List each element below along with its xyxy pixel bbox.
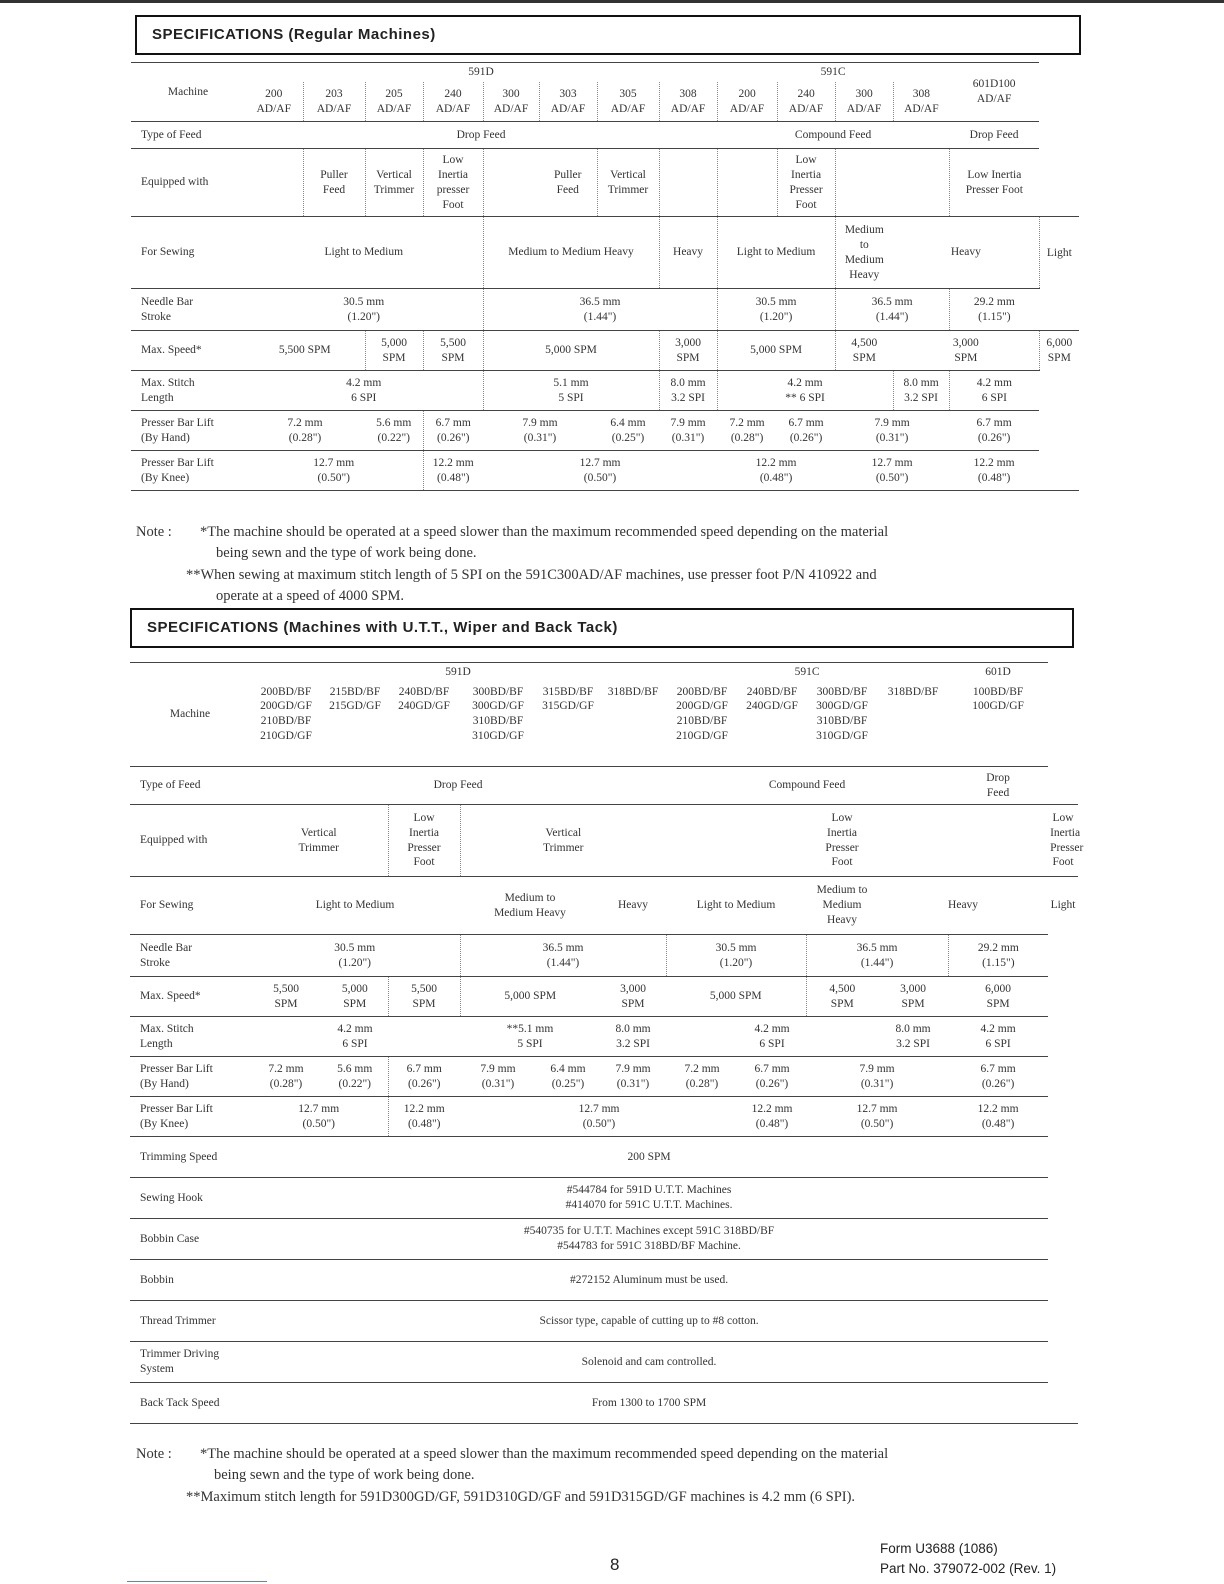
equip-cell: Vertical Trimmer	[597, 149, 659, 217]
hand-cell: 7.9 mm (0.31")	[600, 1057, 666, 1097]
stitch-cell: 4.2 mm 6 SPI	[250, 1017, 460, 1057]
knee-cell: 12.2 mm (0.48")	[949, 451, 1039, 491]
model-cell: 308 AD/AF	[893, 82, 949, 122]
speed-cell: 5,500 SPM	[250, 977, 322, 1017]
equip-cell: Low Inertia Presser Foot	[777, 149, 835, 217]
stitch-cell: 4.2 mm ** 6 SPI	[717, 371, 893, 411]
row-label: For Sewing	[131, 217, 245, 289]
model-cell: 240BD/BF 240GD/GF	[746, 685, 798, 713]
model-cell: 303 AD/AF	[539, 82, 597, 122]
stroke-cell: 29.2 mm (1.15")	[948, 935, 1048, 977]
sew-cell: Medium to Medium Heavy	[460, 877, 600, 935]
row-label: Type of Feed	[131, 122, 245, 149]
speed-cell: 6,000 SPM	[948, 977, 1048, 1017]
group-591d: 591D	[250, 663, 666, 683]
row-label: Max. Speed*	[130, 977, 250, 1017]
machine-label: Machine	[130, 663, 250, 767]
section2-header	[130, 608, 1074, 648]
feed-drop: Drop Feed	[250, 767, 666, 805]
model-cell: 200BD/BF 200GD/GF 210BD/BF 210GD/GF	[260, 685, 312, 743]
note-line: *The machine should be operated at a speed slower than the maximum recommended speed depending on the material	[200, 1446, 889, 1462]
equip-cell: Puller Feed	[303, 149, 365, 217]
model-cell: 300 AD/AF	[483, 82, 539, 122]
knee-cell: 12.2 mm (0.48")	[423, 451, 483, 491]
speed-cell: 5,000 SPM	[365, 331, 423, 371]
model-cell: 240 AD/AF	[777, 82, 835, 122]
knee-cell: 12.2 mm (0.48")	[738, 1097, 806, 1137]
section1-header	[135, 15, 1081, 55]
hand-cell: 7.9 mm (0.31")	[460, 1057, 536, 1097]
note-line: *The machine should be operated at a speed slower than the maximum recommended speed depending on the material	[200, 524, 889, 540]
stroke-cell: 30.5 mm (1.20")	[666, 935, 806, 977]
row-label: Type of Feed	[130, 767, 250, 805]
sew-cell: Heavy	[600, 877, 666, 935]
sew-cell: Medium to Medium Heavy	[806, 877, 878, 935]
trimming-value: 200 SPM	[250, 1137, 1048, 1178]
group-591c: 591C	[717, 63, 949, 82]
model-cell: 205 AD/AF	[365, 82, 423, 122]
model-cell: 300BD/BF 300GD/GF 310BD/BF 310GD/GF	[472, 685, 524, 743]
stroke-cell: 36.5 mm (1.44")	[835, 289, 949, 331]
group-601d100: 601D100 AD/AF	[949, 63, 1039, 122]
stitch-cell: 8.0 mm 3.2 SPI	[659, 371, 717, 411]
note-line: being sewn and the type of work being done.	[214, 1467, 475, 1483]
feed-compound: Compound Feed	[666, 767, 948, 805]
model-cell: 240 AD/AF	[423, 82, 483, 122]
sew-cell: Heavy	[659, 217, 717, 289]
knee-cell: 12.7 mm (0.50")	[460, 1097, 738, 1137]
knee-cell: 12.7 mm (0.50")	[835, 451, 949, 491]
stroke-cell: 30.5 mm (1.20")	[245, 289, 483, 331]
equip-cell: Vertical Trimmer	[460, 805, 666, 877]
stroke-cell: 30.5 mm (1.20")	[250, 935, 460, 977]
hand-cell: 6.7 mm (0.26")	[738, 1057, 806, 1097]
sew-cell: Light to Medium	[666, 877, 806, 935]
drive-value: Solenoid and cam controlled.	[250, 1342, 1048, 1383]
model-cell: 200 AD/AF	[256, 87, 291, 115]
model-cell: 300BD/BF 300GD/GF 310BD/BF 310GD/GF	[816, 685, 868, 743]
stitch-cell: **5.1 mm 5 SPI	[460, 1017, 600, 1057]
row-label: Max. Speed*	[131, 331, 245, 371]
machine-label: Machine	[131, 63, 245, 122]
speed-cell: 5,500 SPM	[245, 331, 365, 371]
note-line: **Maximum stitch length for 591D300GD/GF, 591D310GD/GF and 591D315GD/GF machines is 4.2 mm (6 SPI).	[186, 1489, 856, 1505]
knee-cell: 12.7 mm (0.50")	[483, 451, 717, 491]
hand-cell: 5.6 mm (0.22")	[365, 411, 423, 451]
row-label: Equipped with	[131, 149, 245, 217]
hand-cell: 5.6 mm (0.22")	[322, 1057, 388, 1097]
model-cell: 240BD/BF 240GD/GF	[398, 685, 450, 713]
spec-table-regular	[131, 62, 1079, 491]
row-label: Presser Bar Lift (By Hand)	[130, 1057, 250, 1097]
stitch-cell: 4.2 mm 6 SPI	[245, 371, 483, 411]
stroke-cell: 36.5 mm (1.44")	[483, 289, 717, 331]
form-number: Form U3688 (1086)	[880, 1541, 998, 1556]
hand-cell: 7.2 mm (0.28")	[717, 411, 777, 451]
section2-title: SPECIFICATIONS (Machines with U.T.T., Wiper and Back Tack)	[147, 619, 618, 636]
row-label: Bobbin	[130, 1260, 250, 1301]
equip-cell: Puller Feed	[539, 149, 597, 217]
equip-cell: Low Inertia presser Foot	[423, 149, 483, 217]
hook-value: #544784 for 591D U.T.T. Machines #414070 for 591C U.T.T. Machines.	[250, 1178, 1048, 1219]
stroke-cell: 30.5 mm (1.20")	[717, 289, 835, 331]
hand-cell: 7.9 mm (0.31")	[835, 411, 949, 451]
hand-cell: 6.4 mm (0.25")	[597, 411, 659, 451]
stitch-cell: 5.1 mm 5 SPI	[483, 371, 659, 411]
bobbin-case-value: #540735 for U.T.T. Machines except 591C 318BD/BF #544783 for 591C 318BD/BF Machine.	[250, 1219, 1048, 1260]
row-label: Back Tack Speed	[130, 1383, 250, 1424]
note-line: **When sewing at maximum stitch length of 5 SPI on the 591C300AD/AF machines, use presser foot P/N 410922 and	[186, 567, 877, 583]
feed-drop-601: Drop Feed	[948, 767, 1048, 805]
speed-cell: 3,000 SPM	[893, 331, 1039, 371]
stitch-cell: 4.2 mm 6 SPI	[949, 371, 1039, 411]
stitch-cell: 8.0 mm 3.2 SPI	[878, 1017, 948, 1057]
hand-cell: 6.7 mm (0.26")	[423, 411, 483, 451]
footer-rule	[127, 1581, 267, 1582]
speed-cell: 5,000 SPM	[322, 977, 388, 1017]
speed-cell: 3,000 SPM	[600, 977, 666, 1017]
model-cell: 308 AD/AF	[659, 82, 717, 122]
sew-cell: Light	[1039, 217, 1079, 289]
sew-cell: Heavy	[878, 877, 1048, 935]
sew-cell: Light to Medium	[250, 877, 460, 935]
stitch-cell: 8.0 mm 3.2 SPI	[893, 371, 949, 411]
model-cell: 200 AD/AF	[717, 82, 777, 122]
note-label: Note :	[136, 524, 172, 540]
row-label: Needle Bar Stroke	[130, 935, 250, 977]
section1-title: SPECIFICATIONS (Regular Machines)	[152, 26, 436, 43]
speed-cell: 5,000 SPM	[666, 977, 806, 1017]
row-label: Trimming Speed	[130, 1137, 250, 1178]
row-label: Trimmer Driving System	[130, 1342, 250, 1383]
sew-cell: Light to Medium	[717, 217, 835, 289]
hand-cell: 6.7 mm (0.26")	[948, 1057, 1048, 1097]
model-cell: 203 AD/AF	[303, 82, 365, 122]
sew-cell: Light to Medium	[245, 217, 483, 289]
row-label: Presser Bar Lift (By Knee)	[131, 451, 245, 491]
model-cell: 318BD/BF	[607, 685, 659, 698]
model-cell: 318BD/BF	[887, 685, 939, 698]
group-601d: 601D	[948, 663, 1048, 683]
speed-cell: 4,500 SPM	[835, 331, 893, 371]
hand-cell: 7.9 mm (0.31")	[806, 1057, 948, 1097]
form-info	[880, 1539, 1056, 1580]
equip-cell: Low Inertia Presser Foot	[949, 149, 1039, 217]
speed-cell: 4,500 SPM	[806, 977, 878, 1017]
hand-cell: 7.2 mm (0.28")	[666, 1057, 738, 1097]
feed-drop: Drop Feed	[245, 122, 717, 149]
note-line: being sewn and the type of work being done.	[216, 545, 477, 561]
knee-cell: 12.7 mm (0.50")	[245, 451, 423, 491]
model-cell: 215BD/BF 215GD/GF	[329, 685, 381, 713]
equip-cell: Vertical Trimmer	[365, 149, 423, 217]
group-591d: 591D	[245, 63, 717, 82]
note-label: Note :	[136, 1446, 172, 1462]
knee-cell: 12.7 mm (0.50")	[806, 1097, 948, 1137]
sew-cell: Medium to Medium Heavy	[835, 217, 893, 289]
group-591c: 591C	[666, 663, 948, 683]
row-label: Equipped with	[130, 805, 250, 877]
hand-cell: 7.9 mm (0.31")	[659, 411, 717, 451]
speed-cell: 5,500 SPM	[423, 331, 483, 371]
part-number: Part No. 379072-002 (Rev. 1)	[880, 1561, 1057, 1577]
model-cell: 305 AD/AF	[597, 82, 659, 122]
stitch-cell: 8.0 mm 3.2 SPI	[600, 1017, 666, 1057]
sew-cell: Medium to Medium Heavy	[483, 217, 659, 289]
speed-cell: 3,000 SPM	[659, 331, 717, 371]
page-number: 8	[610, 1555, 620, 1574]
row-label: For Sewing	[130, 877, 250, 935]
equip-cell: Low Inertia Presser Foot	[388, 805, 460, 877]
equip-cell: Low Inertia Presser Foot	[1048, 805, 1078, 877]
speed-cell: 5,000 SPM	[460, 977, 600, 1017]
stroke-cell: 29.2 mm (1.15")	[949, 289, 1039, 331]
knee-cell: 12.2 mm (0.48")	[948, 1097, 1048, 1137]
speed-cell: 5,000 SPM	[483, 331, 659, 371]
speed-cell: 3,000 SPM	[878, 977, 948, 1017]
hand-cell: 6.7 mm (0.26")	[949, 411, 1039, 451]
sew-cell: Heavy	[893, 217, 1039, 289]
row-label: Sewing Hook	[130, 1178, 250, 1219]
stitch-cell: 4.2 mm 6 SPI	[666, 1017, 878, 1057]
spec-table-utt	[130, 662, 1084, 1424]
sew-cell: Light	[1048, 877, 1078, 935]
row-label: Needle Bar Stroke	[131, 289, 245, 331]
row-label: Presser Bar Lift (By Knee)	[130, 1097, 250, 1137]
row-label: Presser Bar Lift (By Hand)	[131, 411, 245, 451]
hand-cell: 6.7 mm (0.26")	[777, 411, 835, 451]
row-label: Max. Stitch Length	[130, 1017, 250, 1057]
equip-cell: Low Inertia Presser Foot	[806, 805, 878, 877]
model-cell: 200BD/BF 200GD/GF 210BD/BF 210GD/GF	[676, 685, 728, 743]
hand-cell: 7.2 mm (0.28")	[250, 1057, 322, 1097]
hand-cell: 6.4 mm (0.25")	[536, 1057, 600, 1097]
stitch-cell: 4.2 mm 6 SPI	[948, 1017, 1048, 1057]
hand-cell: 7.2 mm (0.28")	[245, 411, 365, 451]
row-label: Thread Trimmer	[130, 1301, 250, 1342]
row-label: Bobbin Case	[130, 1219, 250, 1260]
knee-cell: 12.2 mm (0.48")	[388, 1097, 460, 1137]
feed-compound: Compound Feed	[717, 122, 949, 149]
hand-cell: 7.9 mm (0.31")	[483, 411, 597, 451]
model-cell: 100BD/BF 100GD/GF	[972, 685, 1024, 713]
row-label: Max. Stitch Length	[131, 371, 245, 411]
speed-cell: 5,500 SPM	[388, 977, 460, 1017]
hand-cell: 6.7 mm (0.26")	[388, 1057, 460, 1097]
top-rule	[0, 0, 1224, 3]
knee-cell: 12.7 mm (0.50")	[250, 1097, 388, 1137]
stroke-cell: 36.5 mm (1.44")	[460, 935, 666, 977]
equip-cell: Vertical Trimmer	[250, 805, 388, 877]
speed-cell: 6,000 SPM	[1039, 331, 1079, 371]
speed-cell: 5,000 SPM	[717, 331, 835, 371]
bobbin-value: #272152 Aluminum must be used.	[250, 1260, 1048, 1301]
model-cell: 300 AD/AF	[835, 82, 893, 122]
note-line: operate at a speed of 4000 SPM.	[216, 588, 405, 604]
knee-cell: 12.2 mm (0.48")	[717, 451, 835, 491]
model-cell: 315BD/BF 315GD/GF	[542, 685, 594, 713]
backtack-value: From 1300 to 1700 SPM	[250, 1383, 1048, 1424]
feed-drop-601: Drop Feed	[949, 122, 1039, 149]
stroke-cell: 36.5 mm (1.44")	[806, 935, 948, 977]
trimmer-value: Scissor type, capable of cutting up to #8 cotton.	[250, 1301, 1048, 1342]
